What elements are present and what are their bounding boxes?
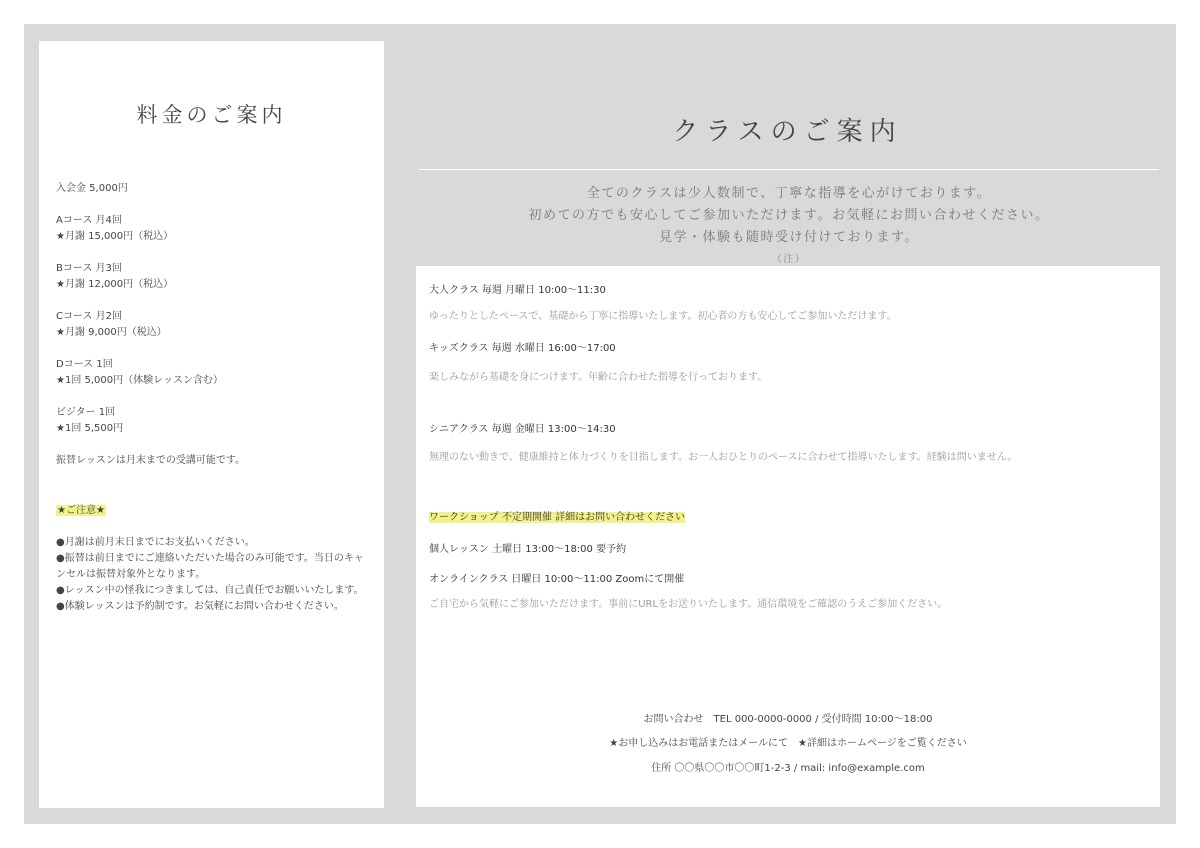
- plan-item: [56, 357, 371, 389]
- class-description: ご自宅から気軽にご参加いただけます。事前にURLをお送りいたします。通信環境をご確認のうえご参加ください。: [429, 599, 948, 610]
- class-details-card: [416, 266, 1160, 807]
- pricing-title: 料金のご案内: [136, 103, 287, 127]
- footer-line: ★お申し込みはお電話またはメールにて ★詳細はホームページをご覧ください: [609, 738, 967, 749]
- class-heading: キッズクラス 毎週 水曜日 16:00〜17:00: [429, 343, 616, 354]
- plan-price: ★月謝 9,000円（税込）: [56, 327, 167, 338]
- plan-price: ★1回 5,500円: [56, 423, 124, 434]
- class-intro: [417, 183, 1161, 271]
- class-heading: 個人レッスン 土曜日 13:00〜18:00 要予約: [429, 544, 627, 555]
- plan-item: [56, 405, 371, 437]
- class-description: 楽しみながら基礎を身につけます。年齢に合わせた指導を行っております。: [429, 372, 768, 383]
- plan-item: [56, 261, 371, 293]
- pricing-body: [56, 181, 371, 615]
- notice-label: [56, 503, 371, 519]
- notice-list: [56, 535, 371, 615]
- footer-line: 住所 〇〇県〇〇市〇〇町1-2-3 / mail: info@example.com: [651, 763, 925, 774]
- plan-name: Bコース 月3回: [56, 263, 122, 274]
- plan-price: ★1回 5,000円（体験レッスン含む）: [56, 375, 224, 386]
- intro-line: 見学・体験も随時受け付けております。: [659, 230, 919, 245]
- notice-item: ●体験レッスンは予約制です。お気軽にお問い合わせください。: [56, 601, 344, 612]
- plan-name: Aコース 月4回: [56, 215, 122, 226]
- plan-item: [56, 213, 371, 245]
- notice-item: ●振替は前日までにご連絡いただいた場合のみ可能です。当日のキャンセルは振替対象外となります。: [56, 553, 364, 580]
- class-heading: [429, 510, 1149, 526]
- pricing-panel: [39, 41, 384, 808]
- plan-name: ビジター 1回: [56, 407, 116, 418]
- intro-line: 全てのクラスは少人数制で、丁寧な指導を心がけております。: [586, 186, 992, 201]
- class-heading-text: ワークショップ 不定期開催 詳細はお問い合わせください: [429, 512, 686, 523]
- pricing-note: 振替レッスンは月末までの受講可能です。: [56, 455, 246, 466]
- notice-label-text: ★ご注意★: [57, 505, 105, 516]
- plan-price: ★月謝 15,000円（税込）: [56, 231, 174, 242]
- title-divider: [419, 169, 1159, 170]
- plan-price: ★月謝 12,000円（税込）: [56, 279, 174, 290]
- class-heading: オンラインクラス 日曜日 10:00〜11:00 Zoomにて開催: [429, 574, 685, 585]
- spacer: [56, 485, 371, 503]
- plan-item: [56, 309, 371, 341]
- intro-line: 初めての方でも安心してご参加いただけます。お気軽にお問い合わせください。: [528, 208, 1050, 223]
- notice-item: ●レッスン中の怪我につきましては、自己責任でお願いいたします。: [56, 585, 364, 596]
- class-heading: シニアクラス 毎週 金曜日 13:00〜14:30: [429, 424, 616, 435]
- class-title: クラスのご案内: [672, 117, 903, 147]
- class-description: 無理のない動きで、健康維持と体力づくりを目指します。お一人おひとりのペースに合わせて指導いたします。経験は問いません。: [429, 452, 1018, 463]
- notice-item: ●月謝は前月末日までにお支払いください。: [56, 537, 255, 548]
- class-heading: 大人クラス 毎週 月曜日 10:00〜11:30: [429, 285, 606, 296]
- footer-line: お問い合わせ TEL 000-0000-0000 / 受付時間 10:00〜18:00: [643, 714, 933, 725]
- intro-note: （注）: [771, 254, 807, 265]
- plan-name: Cコース 月2回: [56, 311, 123, 322]
- plan-name: Dコース 1回: [56, 359, 113, 370]
- class-description: ゆったりとしたペースで、基礎から丁寧に指導いたします。初心者の方も安心してご参加いただけます。: [429, 311, 897, 322]
- price-intro: 入会金 5,000円: [56, 183, 128, 194]
